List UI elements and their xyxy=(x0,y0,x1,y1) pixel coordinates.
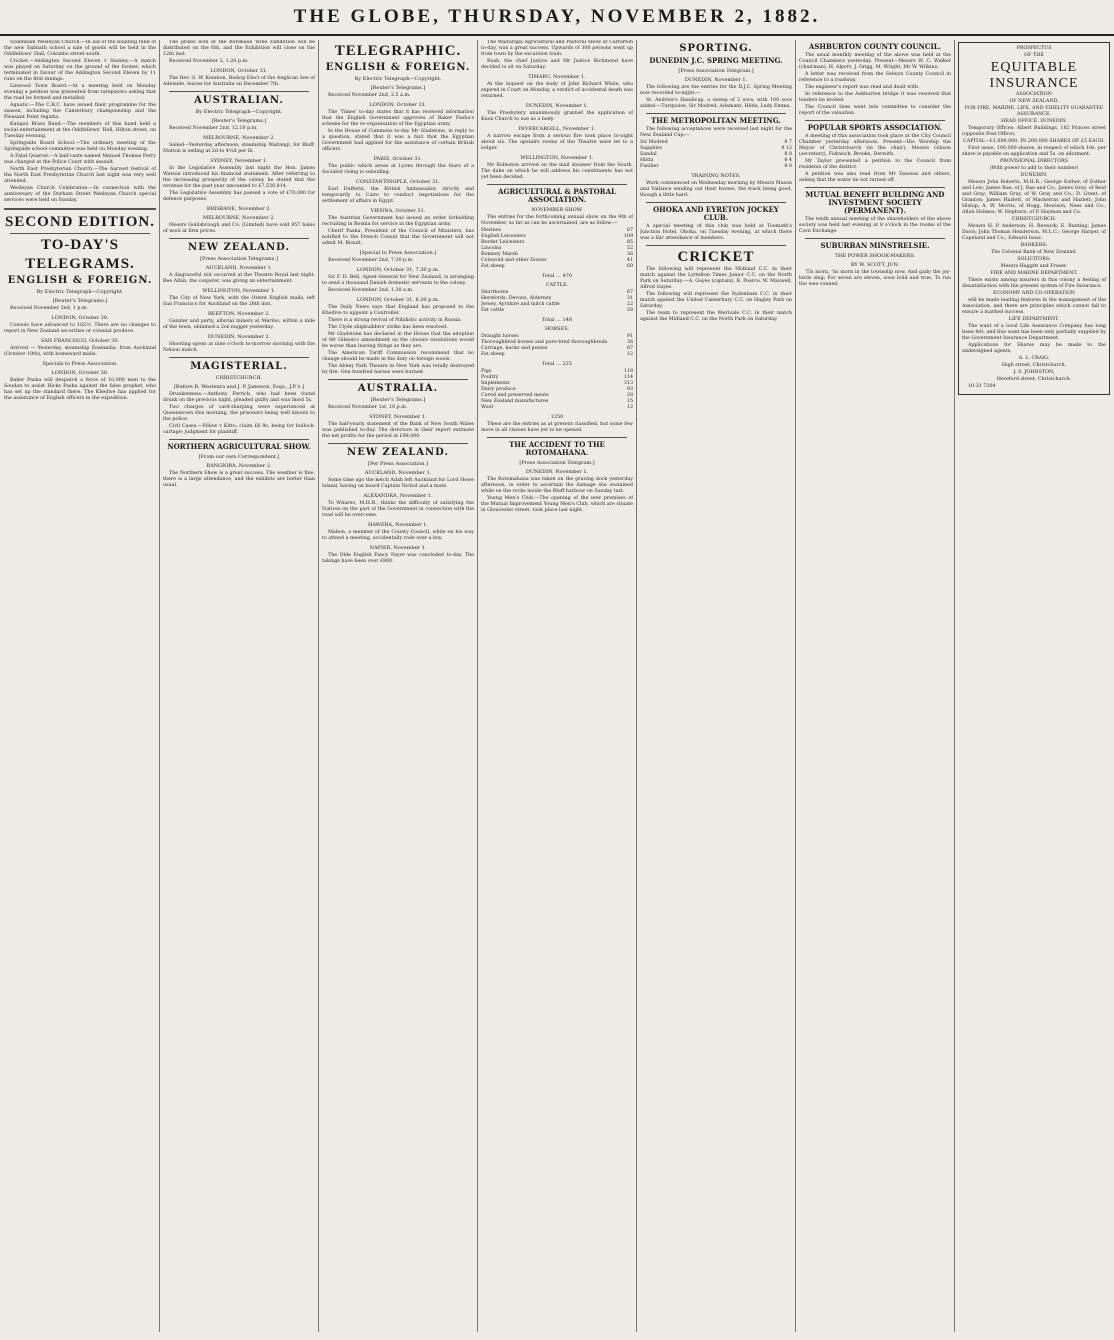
subsection-heading: DUNEDIN J.C. SPRING MEETING. xyxy=(649,56,783,65)
article-paragraph: Linwood Town Board.—At a meeting held on Monday evening a petition was presented from ratepayers asking that the road be formed and metalled. xyxy=(4,84,156,101)
article-paragraph: Aquatic.—The C.R.C. have issued their programme for the season, including the Canterbury championship and the Pleasant Point regatta. xyxy=(4,103,156,120)
ad-heading: OF NEW ZEALAND, xyxy=(1009,99,1059,104)
ad-paragraph: The Colonial Bank of New Zealand. xyxy=(990,250,1078,255)
article-paragraph: The Austrian Government has issued an order forbidding recruiting in Bosnia for service in the Egyptian army. xyxy=(322,216,474,227)
section-rule xyxy=(328,379,468,380)
ad-heading: FOR FIRE, MARINE, LIFE, AND FIDELITY GUARANTEE ASSURANCE. xyxy=(964,106,1104,117)
entry-label: Romney Marsh xyxy=(481,252,518,257)
article-paragraph: The Abbey Park Theatre in New York was totally destroyed by fire. One hundred horses were burned. xyxy=(322,364,474,375)
received-line: Received November 2nd, 7.30 p.m. xyxy=(328,258,414,263)
received-line: Received November 1st, 10 p.m. xyxy=(328,405,408,410)
article-paragraph: Sydenham Wesleyan Church.—In aid of the building fund of the new Sabbath school a sale of goods will be held in the Oddfellows' Hall, Colombo street south. xyxy=(4,40,156,57)
entry-value: 114 xyxy=(623,375,633,380)
dateline: RANGIORA, November 2. xyxy=(206,463,272,469)
article-paragraph: Rush, the chief Justice and Mr Justice Richmond have decided to sit on Saturday. xyxy=(481,59,633,70)
entry-value: 67 xyxy=(626,290,633,295)
entry-label: Lincolns xyxy=(481,246,502,251)
acceptances-table xyxy=(640,140,792,170)
horse-weight: 8 8 xyxy=(784,152,792,157)
article-paragraph: Mahon, a member of the County Council, while on his way to attend a meeting, accidentally rode over a boy. xyxy=(322,530,474,541)
article-paragraph: Work commenced on Wednesday morning by Messrs Mason and Vallance sending out their horses, the track being good, though a little hard. xyxy=(640,181,792,198)
article-paragraph: The City of New York, with the Orient English mails, left San Francisco for Auckland on the 26th inst. xyxy=(163,296,315,307)
subsection-heading: THE METROPOLITAN MEETING. xyxy=(651,116,781,125)
entry-label: New Zealand manufactures xyxy=(481,399,549,404)
ad-heading: (With power to add to their number) xyxy=(989,166,1079,171)
subsection-heading: ENGLISH & FOREIGN. xyxy=(325,62,471,73)
article-paragraph: These are the entries as at present classified, but some few more in all classes have yet to be opened. xyxy=(481,422,633,433)
entries-total: Total ... 225 xyxy=(541,361,573,367)
ad-code: 10-31 7204 xyxy=(968,384,996,389)
dateline: DUNEDIN, November 1. xyxy=(684,77,748,83)
entry-value: 93 xyxy=(626,387,633,392)
article-paragraph: The prizes won at the Bordeaux Wine Exhibition will be distributed on the 6th, and the Exhibition will close on the 12th inst. xyxy=(163,40,315,57)
dateline: DUNEDIN, November 2. xyxy=(207,334,271,340)
dateline: LONDON, October 31, 7.30 p.m. xyxy=(356,267,440,273)
section-heading: MUTUAL BENEFIT BUILDING AND INVESTMENT SOCIETY (PERMANENT). xyxy=(805,190,945,215)
ad-heading: ASSOCIATION xyxy=(1016,92,1052,97)
horse-name: Sapphire xyxy=(640,146,663,151)
article-paragraph: In reference to the Ashburton bridge it was resolved that tenders be invited. xyxy=(799,92,951,103)
entry-label: Fat sheep xyxy=(481,352,505,357)
article-paragraph: The public which arose at Lyons through the fears of a Socialist rising is subsiding. xyxy=(322,164,474,175)
dateline: LONDON, October 31. xyxy=(210,68,268,74)
entry-label: Fat sheep xyxy=(481,264,505,269)
ad-paragraph: The want of a local Life Assurance Company has long been felt, and this want has been only partially supplied by the Government Insurance Department. xyxy=(962,324,1106,341)
entry-value: 118 xyxy=(623,369,633,374)
entry-value: 28 xyxy=(626,308,633,313)
table-row xyxy=(481,405,633,411)
received-line: Received November 2nd, 2.5 a.m. xyxy=(328,93,411,98)
subsection-heading: HORSES. xyxy=(544,326,570,332)
entry-value: 22 xyxy=(626,302,633,307)
received-line: Received November 2, 1.20 p.m. xyxy=(169,59,249,64)
dateline: BRISBANE, November 2. xyxy=(206,206,272,212)
article-paragraph: Wesleyan Church Celebration.—In connection with the anniversary of the Durham Street Wesleyan Church special services were held on Sunday. xyxy=(4,186,156,203)
article-paragraph: Sailed—Yesterday afternoon, steamship Waitangi, for Bluff. Mutton is selling at 2d to 4½d per lb. xyxy=(163,143,315,154)
horse-weight: 9 7 xyxy=(784,140,792,145)
section-heading: AGRICULTURAL & PASTORAL ASSOCIATION. xyxy=(498,187,616,204)
article-paragraph: The following will represent the Sydenham C.C. in their match against the United Canterbury C.C. on Hagley Park on Saturday. xyxy=(640,292,792,309)
section-heading: SECOND EDITION. xyxy=(4,214,156,230)
ad-heading: BANKERS: xyxy=(1020,243,1048,248)
dateline: VIENNA, October 31. xyxy=(370,208,426,214)
article-paragraph: Some time ago the ketch Adah left Auckland for Lord Howe Island, having on board Captain Nichol and a mate. xyxy=(322,478,474,489)
section-heading: AUSTRALIA. xyxy=(357,383,439,394)
entry-value: 85 xyxy=(626,240,633,245)
article-paragraph: Mr Rolleston arrived on the mail steamer from the South. The duke on which he will address his constituents has not yet been decided. xyxy=(481,163,633,180)
dateline: SAN FRANCISCO, October 30. xyxy=(40,338,120,344)
section-rule xyxy=(646,113,786,114)
dateline: SYDNEY, November 1. xyxy=(369,414,427,420)
article-paragraph: There is a strong revival of Nihilistic activity in Russia. xyxy=(328,318,462,323)
article-paragraph: The Clyde shipbuilders' strike has been resolved. xyxy=(328,325,448,330)
section-rule xyxy=(169,439,309,440)
column-7 xyxy=(958,40,1110,1332)
dateline: AUCKLAND, November 1. xyxy=(364,470,432,476)
horse-name: Hilda xyxy=(640,158,654,163)
ad-heading: CHRISTCHURCH. xyxy=(1011,217,1057,222)
dateline: WELLINGTON, November 1. xyxy=(520,155,594,161)
section-heading: NEW ZEALAND. xyxy=(188,242,290,253)
entry-value: 28 xyxy=(626,393,633,398)
ad-paragraph: First issue, 100,000 shares, in respect of which 10s. per share is payable on application and 5s. on allotment. xyxy=(962,146,1106,157)
prospectus-advertisement xyxy=(958,42,1110,395)
article-paragraph: The following acceptances were received last night for the New Zealand Cup:— xyxy=(640,127,792,138)
column-3 xyxy=(322,40,474,1332)
ad-heading: PROVISIONAL DIRECTORS xyxy=(999,159,1069,164)
article-paragraph: The 'Times' to-day states that it has received information that the English Government approves of Baker Pasha's scheme for the re-organisation of the Egyptian army. xyxy=(322,110,474,127)
article-paragraph: Young Men's Club.—The opening of the new premises of the Mutual Improvement Young Men's Club, which are situate in Gloucester street, took place last night. xyxy=(481,496,633,513)
dateline: LONDON, October 31, 6.30 p.m. xyxy=(356,297,440,303)
entries-table xyxy=(481,290,633,314)
section-rule xyxy=(487,437,627,438)
article-paragraph: The Northern Show is a great success. The weather is fine, there is a large attendance, and the exhibits are better than usual. xyxy=(163,471,315,488)
dateline: DUNEDIN, November 1. xyxy=(525,469,589,475)
article-paragraph: To Whareo, M.H.R., thinks the difficulty of satisfying the Natives on the part of the Government in connection with the road will be overcome. xyxy=(322,501,474,518)
section-heading: SUBURBAN MINSTRELSIE. xyxy=(820,241,930,250)
entry-label: Border Leicesters xyxy=(481,240,525,245)
dateline: WELLINGTON, November 1. xyxy=(202,288,276,294)
grand-total: 1250 xyxy=(550,414,564,420)
dateline: HAWERA, November 1. xyxy=(368,522,428,528)
verse: 'Tis morn, 'tis morn in the township now, And gaily the joy-birds sing; For seven are eleven, soon bold and true, To run the wee conned. xyxy=(799,270,951,287)
dateline: LONDON, October 30. xyxy=(51,315,109,321)
dateline: REEFTON, November 2. xyxy=(207,311,271,317)
byline: Specials to Press Association. xyxy=(42,361,118,367)
entries-total: Total ... 148 xyxy=(541,317,573,323)
article-paragraph: At the inquest on the body of John Richard White, who expired in Court on Monday, a verdict of accidental death was returned. xyxy=(481,82,633,99)
section-rule xyxy=(328,443,468,444)
horse-name: Sir Modred xyxy=(640,140,668,145)
entry-value: 36 xyxy=(626,340,633,345)
article-paragraph: The engineer's report was read and dealt with. xyxy=(805,85,920,90)
byline: [Reuter's Telegrams.] xyxy=(370,85,426,91)
agent-address: Hereford street, Christchurch. xyxy=(996,377,1072,382)
received-line: Received November 2nd, 1.30 a.m. xyxy=(328,288,414,293)
article-paragraph: Drunkenness.—Anthony Ferrick, who had been found drunk on the previous night, pleaded guilty and was fined 5s. xyxy=(163,392,315,403)
article-paragraph: The Rev. G. W. Kennion, Bishop Elect of the Anglican See of Adelaide, leaves for Australia on December 7th. xyxy=(163,76,315,87)
entry-label: Thoroughbred horses and pure-bred thoroughbreds xyxy=(481,340,608,345)
ad-heading: PROSPECTUS xyxy=(1016,46,1052,51)
dateline: CONSTANTINOPLE, October 31. xyxy=(355,179,441,185)
entry-value: 87 xyxy=(626,228,633,233)
article-paragraph: Ganzler and party, alluvial miners at Merino, within a mile of the town, obtained a 2oz nugget yesterday. xyxy=(163,319,315,330)
ad-heading: ECONOMY AND CO-OPERATION xyxy=(993,291,1075,296)
section-rule xyxy=(805,238,945,239)
article-paragraph: In the House of Commons to-day Mr Gladstone, in reply to a question, stated that it was a fact that the Egyptian Government had applied for the assistance of certain British officers. xyxy=(322,129,474,152)
column-rule xyxy=(159,40,160,1332)
article-paragraph: St. Andrew's Handicap, a sweep of 2 sovs, with 100 sovs added.—Turquoise, Sir Modred, Adamant, Hilda, Lady Emma. xyxy=(640,98,792,109)
section-rule xyxy=(10,233,150,234)
ad-paragraph: Temporary Offices: Albert Buildings, 182 Princes street (opposite Post Office). xyxy=(962,126,1106,137)
article-paragraph: The Presbytery unanimously granted the application of Knox Church to sue as a body. xyxy=(481,111,633,122)
article-paragraph: The Council then went into committee to consider the report of the valuation. xyxy=(799,105,951,116)
subsection-heading: ENGLISH & FOREIGN. xyxy=(7,275,153,286)
article-paragraph: The Daily News says that England has proposed to the Khedive to appoint a Controller. xyxy=(322,305,474,316)
ad-heading: LIFE DEPARTMENT. xyxy=(1008,317,1060,322)
ad-heading: OF THE xyxy=(1024,53,1044,58)
ad-heading: CAPITAL—£1,000,000, IN 200,000 SHARES OF £5 EACH. xyxy=(963,139,1105,144)
article-paragraph: North East Presbyterian Church.—The harvest festival of the North East Presbyterian Church last night was very well attended. xyxy=(4,167,156,184)
ad-paragraph: Messrs H. P. Anderson; H. Beswick; E. Bunting; James Davis; John Thomas Henderson, M.L.C.; George Harper, of Copeland and Co.; Edward Isaac. xyxy=(962,224,1106,241)
article-paragraph: Mr Taylor presented a petition to the Council from residents of the district. xyxy=(799,159,951,170)
subsection-heading: OHOKA AND EYRETON JOCKEY CLUB. xyxy=(653,205,779,222)
entry-value: 12 xyxy=(626,405,633,410)
section-heading: TO-DAY'S xyxy=(40,237,120,253)
article-paragraph: The Wairarapa Agricultural and Pastoral Show at Carterton to-day, was a great success. Upwards of 300 persons went up from town by the excursion train. xyxy=(481,40,633,57)
section-rule xyxy=(4,208,156,210)
article-paragraph: Cherif Pasha, President of the Council of Ministers, has notified to the French Consul that the Government will not admit M. Brault. xyxy=(322,229,474,246)
byline: [Reuter's Telegrams.] xyxy=(211,118,267,124)
section-rule xyxy=(169,238,309,239)
article-paragraph: Consols have advanced to 102½. There are no changes to report in New Zealand securities or colonial produce. xyxy=(4,323,156,334)
byline: [Per Press Association.] xyxy=(368,461,428,467)
subsection-heading: THE POWER SHOOK-MAKERS. xyxy=(834,253,916,259)
entry-label: English Leicesters xyxy=(481,234,526,239)
entry-label: Pigs xyxy=(481,369,492,374)
horse-weight: 8 12 xyxy=(781,146,792,151)
entry-label: Fat cattle xyxy=(481,308,505,313)
entry-label: Implements xyxy=(481,381,510,386)
horse-name: Sandal xyxy=(640,152,657,157)
dateline: MELBOURNE, November 2. xyxy=(203,215,275,221)
section-heading: SPORTING. xyxy=(679,43,753,54)
section-heading: TELEGRAPHIC. xyxy=(334,43,462,59)
byline: By Electric Telegraph—Copyright. xyxy=(36,289,124,295)
section-rule xyxy=(646,245,786,246)
section-rule xyxy=(805,120,945,121)
byline: [From our own Correspondent.] xyxy=(198,454,280,460)
article-paragraph: The Legislative Assembly has passed a vote of £70,000 for defence purposes. xyxy=(163,191,315,202)
ad-heading: DUNEDIN. xyxy=(1020,173,1048,178)
entry-label: Shorthorns xyxy=(481,290,509,295)
entry-value: 52 xyxy=(626,246,633,251)
column-rule xyxy=(477,40,478,1332)
section-rule xyxy=(487,184,627,185)
agent-address: High street, Christchurch. xyxy=(1001,363,1067,368)
entry-value: 41 xyxy=(626,258,633,263)
article-paragraph: Cricket.—Addington Second Eleven v Stanley.—A match was played on Saturday on the ground of the former, which terminated in favour of the Addington Second Eleven by 11 runs on the first innings. xyxy=(4,59,156,82)
entries-table xyxy=(481,228,633,270)
entries-total: Total ... 470 xyxy=(541,273,573,279)
agent-name: A. L. CRAIG, xyxy=(1018,356,1050,361)
dateline: TIMARU, November 1. xyxy=(528,74,586,80)
article-paragraph: A special meeting of this club was held at Toomath's Junction Hotel, Ohoka, on Tuesday evening, at which there was a fair attendance of members. xyxy=(640,224,792,241)
article-paragraph: Kaiapoi Brass Band.—The members of this band held a social entertainment at the Oddfellows' Hall, Hilton street, on Tuesday evening. xyxy=(4,122,156,139)
dateline: LONDON, October 31. xyxy=(369,102,427,108)
section-heading: POPULAR SPORTS ASSOCIATION. xyxy=(807,123,943,132)
entry-label: Poultry xyxy=(481,375,499,380)
section-rule xyxy=(646,202,786,203)
entry-label: Wool xyxy=(481,405,493,410)
column-6 xyxy=(799,40,951,1332)
article-paragraph: The team to represent the Merivale C.C. in their match against the Midland C.C. on the North Park on Saturday. xyxy=(640,311,792,322)
article-paragraph: Arrived — Yesterday, steamship Zealandia, from Auckland (October 10th), with homeward mails. xyxy=(4,346,156,357)
received-line: Received November 2nd, 1 p.m. xyxy=(10,306,89,311)
section-rule xyxy=(805,187,945,188)
entry-label: Jersey, Ayrshire and milch cattle xyxy=(481,302,560,307)
entry-value: 60 xyxy=(626,264,633,269)
ad-paragraph: Applications for Shares may be made to the undersigned agents, xyxy=(962,343,1106,354)
article-paragraph: A narrow escape from a serious fire took place to-night about six. The upstairs rooms of the Theatre were let to a lodger. xyxy=(481,134,633,151)
article-paragraph: A letter was received from the Selwyn County Council in reference to a roadway. xyxy=(799,72,951,83)
entry-value: 313 xyxy=(623,381,633,386)
article-paragraph: A disgraceful riot occurred at the Theatre Royal last night. Bee Allah, the conjurer, was giving an entertainment. xyxy=(163,273,315,284)
received-line: Received November 2nd, 12.10 p.m. xyxy=(169,126,258,131)
byline: [Reuter's Telegrams.] xyxy=(370,397,426,403)
section-heading: AUSTRALIAN. xyxy=(194,95,284,106)
byline: [Reuter's Telegrams.] xyxy=(52,298,108,304)
ad-paragraph: There exists among insurers in this colony a feeling of dissatisfaction with the present system of Fire Insurance. xyxy=(962,278,1106,289)
entry-label: Dairy produce xyxy=(481,387,516,392)
agent-name: J. S. JOHNSTON, xyxy=(1013,370,1055,375)
byline: By Electric Telegraph—Copyright. xyxy=(354,76,442,82)
dateline: PARIS, October 31. xyxy=(373,156,423,162)
entry-label: Merinos xyxy=(481,228,502,233)
section-heading: MAGISTERIAL. xyxy=(190,361,288,372)
entry-value: 109 xyxy=(623,234,633,239)
dateline: CHRISTCHURCH. xyxy=(215,375,263,381)
ad-paragraph: Messrs John Roberts, M.H.R.; George Esther, of Esther and Low; James Rae, of J. Rae and Co.; James Gray, of Reid and Gray; William Gray, of W. Gray and Co.; D. Grant, of Granton; James Hazlett, of Mackerras and Hazlett; John Hislop; A. W. Morris, of Hogg, Howison, Nees and Co.; Allan Holmes; W. Hepburn, of P. Hayman and Co. xyxy=(962,180,1106,215)
entry-value: 31 xyxy=(626,296,633,301)
article-paragraph: The entries for the forthcoming annual show on the 9th of November, so far as can be ascertained, are as follow:— xyxy=(481,215,633,226)
column-rule xyxy=(795,40,796,1332)
ad-heading: FIRE AND MARINE DEPARTMENT. xyxy=(990,271,1078,276)
entry-value: 12 xyxy=(626,352,633,357)
section-heading: THE ACCIDENT TO THE ROTOMAHANA. xyxy=(509,440,605,457)
entry-value: 15 xyxy=(626,399,633,404)
section-heading: ASHBURTON COUNTY COUNCIL. xyxy=(808,42,942,51)
article-paragraph: A petition was also read from Mr Dawson and others, asking that the water be not turned off. xyxy=(799,172,951,183)
column-4 xyxy=(481,40,633,1332)
column-rule xyxy=(636,40,637,1332)
section-heading: NEW ZEALAND. xyxy=(347,447,449,458)
article-paragraph: Baker Pasha will despatch a force of 10,000 men to the Soudan to assist Hicks Pasha against the false prophet, who has set up the standard there. The Khedive has applied for the assistance of English officers in the expedition. xyxy=(4,378,156,401)
article-paragraph: The Rotomahana was taken on the graving dock yesterday afternoon, in order to ascertain the damage she sustained while on the rocks inside the Bluff harbour on Sunday last. xyxy=(481,477,633,494)
article-paragraph: Sir F. D. Bell, Agent-General for New Zealand, is arranging to send a thousand Danish domestic servants to the colony. xyxy=(322,275,474,286)
newspaper-title: THE GLOBE, THURSDAY, NOVEMBER 2, 1882. xyxy=(293,6,821,27)
article-paragraph: The following will represent the Midland C.C. in their match against the Lyttelton Times Junior C.C. on the North Park on Saturday:—A. Gayes (captain), R. Pearce, W. Maxwell, Alfred Gayes. xyxy=(640,267,792,290)
ad-heading: SOLICITORS: xyxy=(1017,257,1051,262)
column-1 xyxy=(4,40,156,1332)
byline: [Special to Press Association.] xyxy=(359,250,437,256)
column-rule xyxy=(954,40,955,1332)
entry-value: 91 xyxy=(626,334,633,339)
article-paragraph: In the Legislative Assembly last night the Hon. James Watson introduced his financial statement. After referring to the increasing prosperity of the colony he stated that the revenue for the past year amounted to £7,530,814. xyxy=(163,166,315,189)
horse-weight: 8 0 xyxy=(784,164,792,169)
dateline: MELBOURNE, November 2. xyxy=(203,135,275,141)
section-heading: NORTHERN AGRICULTURAL SHOW. xyxy=(167,442,311,451)
entries-table xyxy=(481,334,633,358)
article-paragraph: Mr Gladstone has declared in the House that the adoption of Mr Gibson's amendment on the closure resolutions would be worse than leaving things as they are. xyxy=(322,332,474,349)
dateline: INVERCARGILL, November 1. xyxy=(518,126,596,132)
masthead xyxy=(0,0,1114,36)
entry-value: 36 xyxy=(626,252,633,257)
byline: [Press Association Telegrams.] xyxy=(200,256,278,262)
section-heading: TELEGRAMS. xyxy=(25,256,135,272)
byline: BY W. SCOTT, JUN. xyxy=(850,262,900,268)
article-paragraph: Two charges of card-sharping were experienced at Queenstown this morning, the prisoners being well known to the police. xyxy=(163,405,315,422)
article-paragraph: Earl Dufferin, the British Ambassador, strictly and temporarily to Cairo to conduct negotiations for the settlement of affairs in Egypt. xyxy=(322,187,474,204)
dateline: DUNEDIN, November 1. xyxy=(525,103,589,109)
entry-label: Herefords, Devons, Alderney xyxy=(481,296,552,301)
byline: [Press Association Telegram.] xyxy=(678,68,754,74)
article-paragraph: Messrs Goldsbrough and Co. (Limited) have sold 957 bales of wool at firm prices. xyxy=(163,223,315,234)
article-paragraph: The usual monthly meeting of the above was held at the Council Chambers yesterday. Present—Messrs W. C. Walker (chairman), H. Alport, J. Grigg, M. Wright, Mr W. Wilkins. xyxy=(799,53,951,70)
byline: [Press Association Telegram.] xyxy=(519,460,595,466)
byline: [Before R. Westenra and J. P. Jameson, Esqs., J.P.'s.] xyxy=(173,384,305,390)
subsection-heading: NOVEMBER SHOW. xyxy=(531,207,583,213)
article-paragraph: The American Tariff Commission recommend that no change should be made in the duty on foreign wools. xyxy=(322,351,474,362)
ad-title: EQUITABLE INSURANCE xyxy=(989,60,1079,91)
dateline: AUCKLAND, November 1. xyxy=(205,265,273,271)
column-2 xyxy=(163,40,315,1332)
article-paragraph: The tenth annual meeting of the shareholders of the above society was held last evening at 8 o'clock in the rooms of the Corn Exchange. xyxy=(799,217,951,234)
subsection-heading: CATTLE. xyxy=(545,282,569,288)
entry-label: Cured and preserved meats xyxy=(481,393,549,398)
entry-label: Cotswold and other Downs xyxy=(481,258,547,263)
article-paragraph: The following are the entries for the D.J.C. Spring Meeting now recorded to-night:— xyxy=(640,85,792,96)
subsection-heading: TRAINING NOTES. xyxy=(691,173,741,179)
column-5 xyxy=(640,40,792,1332)
entries-table xyxy=(481,369,633,411)
article-paragraph: Civil Cases.—Pillow v Kitto, claim £6 9s, being for bullock-cartage; judgment for plaintiff. xyxy=(163,424,315,435)
dateline: ALEXANDRA, November 1. xyxy=(363,493,433,499)
article-paragraph: The Olde English Fancy Fayre was concluded to-day. The takings have been over £800. xyxy=(322,553,474,564)
horse-name: Fusilier xyxy=(640,164,659,169)
section-rule xyxy=(169,91,309,92)
byline: By Electric Telegraph—Copyright. xyxy=(195,109,283,115)
ad-paragraph: Messrs Haggitt and Fraser. xyxy=(1000,264,1068,269)
dateline: LONDON, October 30. xyxy=(51,370,109,376)
article-paragraph: A meeting of this association took place at the City Council Chamber yesterday afternoon. Present—His Worship the Mayor of Christchurch (in the chair), Messrs Gibson (secretary), Fishwick, Brooks, Derwith. xyxy=(799,134,951,157)
table-row xyxy=(481,308,633,314)
entry-label: Carriage, hacks and ponies xyxy=(481,346,548,351)
article-paragraph: A Fatal Quarrel.—A half-caste named Manuel Thomas Perry was charged at the Police Court with assault. xyxy=(4,154,156,165)
dateline: NAPIER, November 1. xyxy=(369,545,427,551)
table-row xyxy=(481,264,633,270)
table-row xyxy=(640,164,792,170)
horse-weight: 8 4 xyxy=(784,158,792,163)
article-paragraph: Shooting opens at nine o'clock to-morrow morning with the Nelson match. xyxy=(163,342,315,353)
ad-paragraph: will be made leading features in the management of the Association, and there are principles which cannot fail to ensure a marked success. xyxy=(962,298,1106,315)
ad-heading: HEAD OFFICE, DUNEDIN. xyxy=(1001,119,1067,124)
section-heading: CRICKET xyxy=(677,249,755,265)
entry-label: Draught horses xyxy=(481,334,519,339)
column-rule xyxy=(318,40,319,1332)
table-row xyxy=(481,352,633,358)
section-rule xyxy=(169,357,309,358)
entry-value: 87 xyxy=(626,346,633,351)
article-paragraph: The half-yearly statement of the Bank of New South Wales was published to-day. The directors in their report estimate the net profits for the period at £98,000. xyxy=(322,422,474,439)
dateline: SYDNEY, November 1. xyxy=(210,158,268,164)
article-paragraph: Springside Board School.—The ordinary meeting of the Springside school committee was held on Monday evening. xyxy=(4,141,156,152)
